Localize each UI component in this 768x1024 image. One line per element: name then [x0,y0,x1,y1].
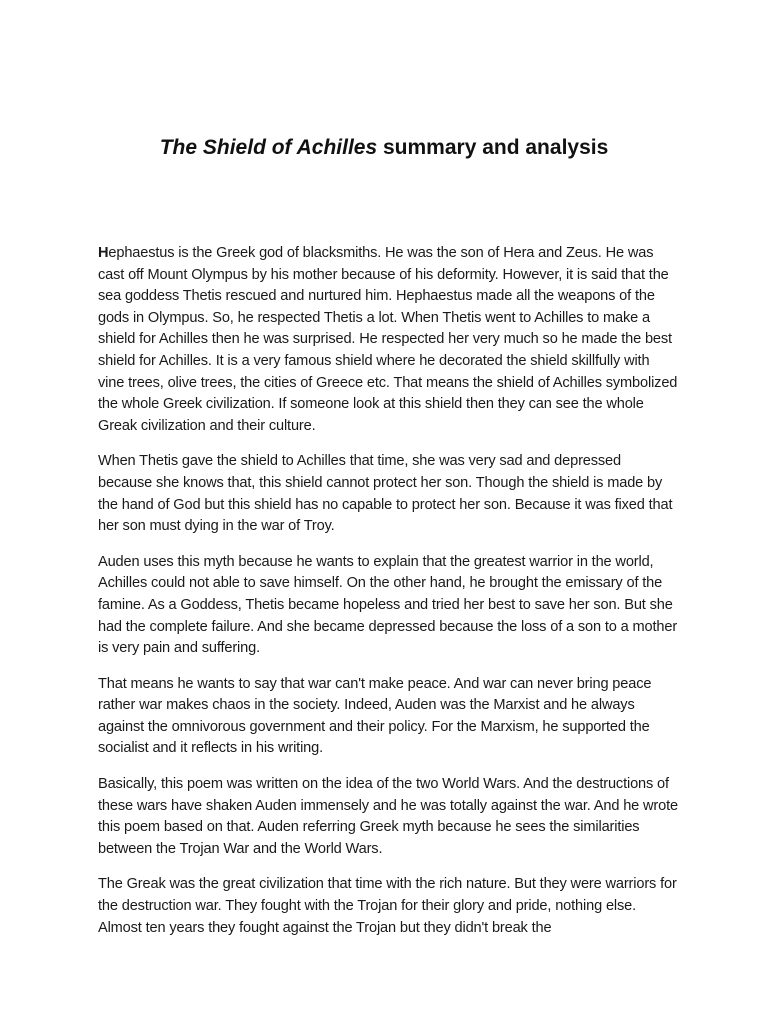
paragraph-5: Basically, this poem was written on the idea of the two World Wars. And the destructions of these wars have shaken Auden immensely and he was totally against the war. And he wrote this poem based on that. Auden referring Greek myth because he sees the similarities between the Trojan War and the World Wars. [98,776,678,857]
paragraph-1 [98,243,678,437]
paragraph-1-first-letter: H [98,245,109,261]
paragraph-1-text: ephaestus is the Greek god of blacksmiths. He was the son of Hera and Zeus. He was cast off Mount Olympus by his mother because of his deformity. However, it is said that the sea goddess Thetis rescued and nurtured him. Hephaestus made all the weapons of the gods in Olympus. So, he respected Thetis a lot. When Thetis went to Achilles to make a shield for Achilles then he was surprised. He respected her very much so he made the best shield for Achilles. It is a very famous shield where he decorated the shield skillfully with vine trees, olive trees, the cities of Greece etc. That means the shield of Achilles symbolized the whole Greek civilization. If someone look at this shield then they can see the whole Greak civilization and their culture. [98,245,678,434]
paragraph-2: When Thetis gave the shield to Achilles that time, she was very sad and depressed because she knows that, this shield cannot protect her son. Though the shield is made by the hand of God but this shield has no capable to protect her son. Because it was fixed that her son must dying in the war of Troy. [98,453,673,535]
document-title-suffix: summary and analysis [377,136,609,159]
paragraph-6: The Greak was the great civilization that time with the rich nature. But they were warriors for the destruction war. They fought with the Trojan for their glory and pride, nothing else. Almost ten years they fought against the Trojan but they didn't break the [98,876,677,936]
document-body [98,243,678,953]
document-title-work: The Shield of Achilles [159,136,378,159]
document-title [0,134,768,162]
paragraph-4: That means he wants to say that war can't make peace. And war can never bring peace rather war makes chaos in the society. Indeed, Auden was the Marxist and he always against the omnivorous government and their policy. For the Marxism, he supported the socialist and it reflects in his writing. [98,675,652,757]
paragraph-3: Auden uses this myth because he wants to explain that the greatest warrior in the world, Achilles could not able to save himself. On the other hand, he brought the emissary of the famine. As a Goddess, Thetis became hopeless and tried her best to save her son. But she had the complete failure. And she became depressed because the loss of a son to a mother is very pain and suffering. [98,553,678,657]
